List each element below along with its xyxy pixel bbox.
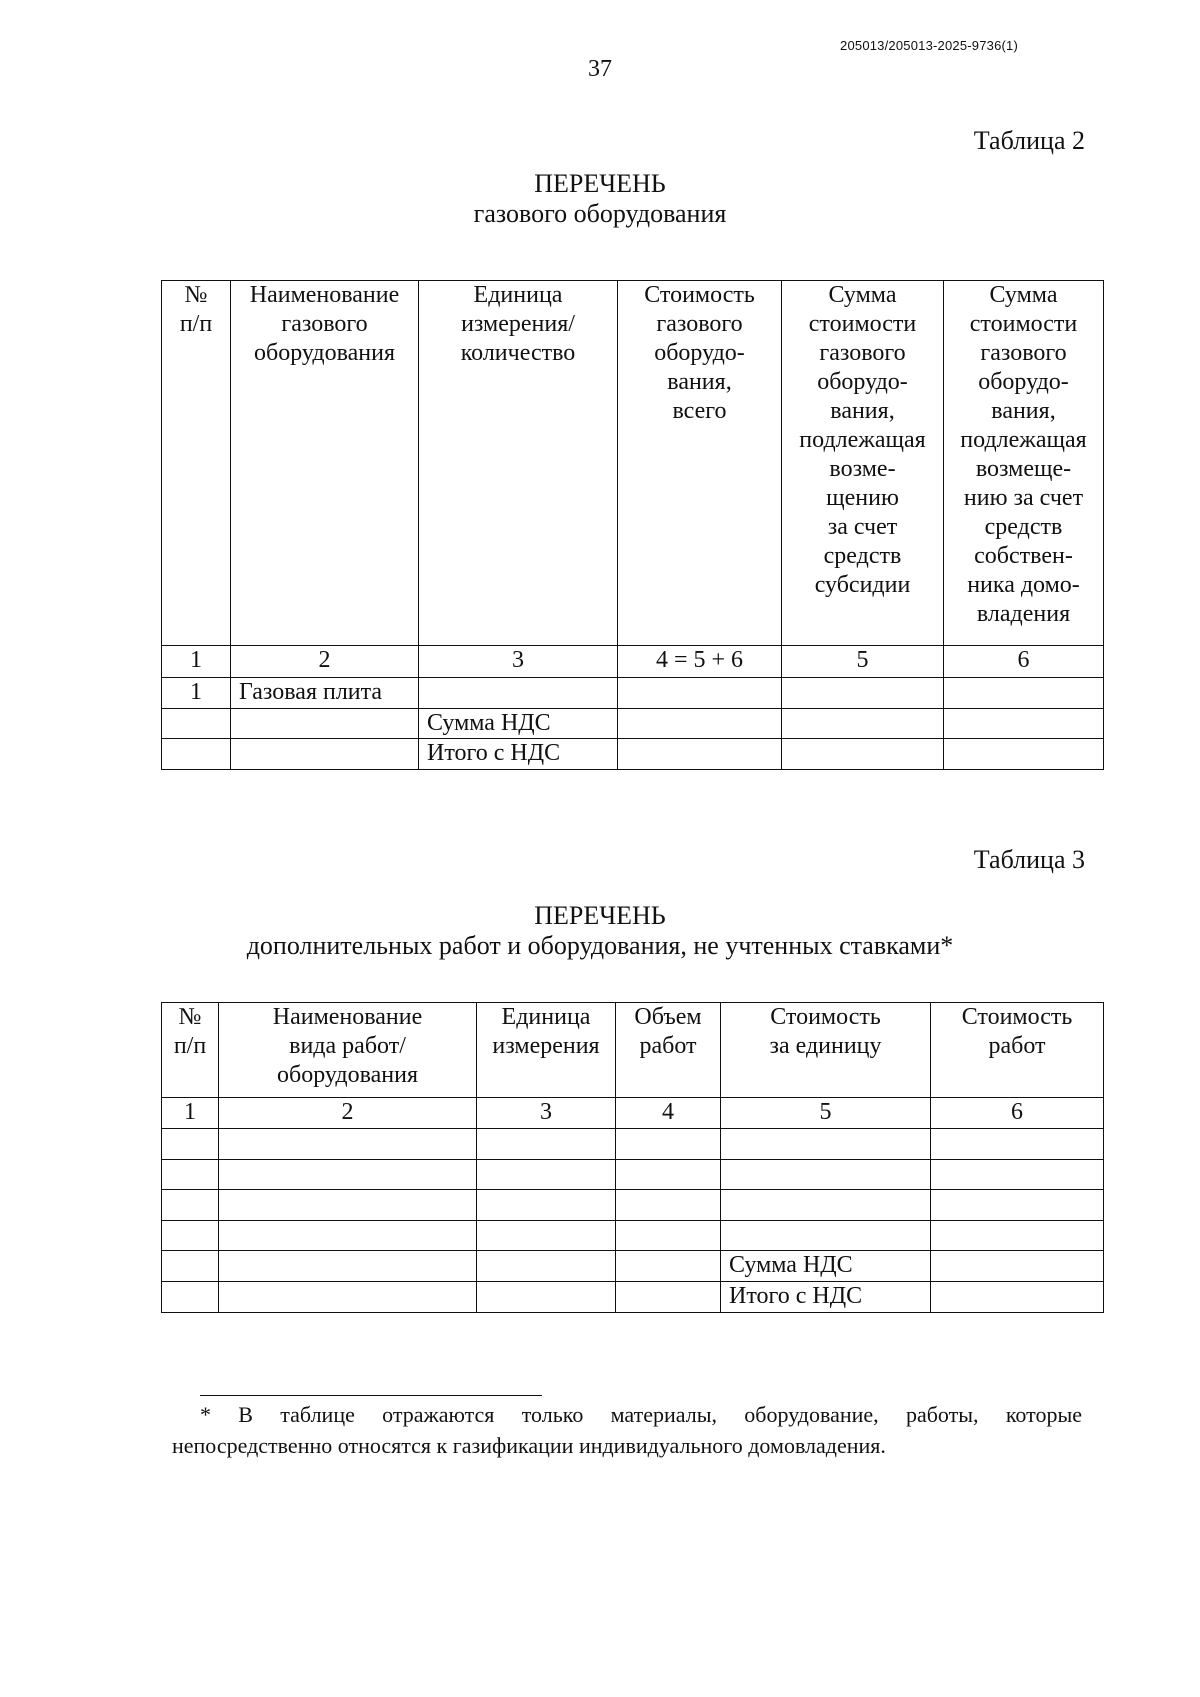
table-cell	[231, 739, 419, 770]
table2-label: Таблица 2	[973, 126, 1085, 155]
table3-col-num: 3	[477, 1098, 616, 1129]
table3	[161, 1002, 1104, 1313]
table3-header-num: № п/п	[162, 1003, 219, 1098]
table2-header-num: № п/п	[162, 281, 231, 646]
table2-col-num: 5	[782, 646, 944, 678]
table-cell	[931, 1282, 1104, 1313]
table2	[161, 280, 1104, 770]
table3-col-num: 6	[931, 1098, 1104, 1129]
table-cell	[618, 739, 782, 770]
table-cell	[162, 709, 231, 739]
table-cell: Газовая плита	[231, 678, 419, 709]
table2-numbering-row	[162, 646, 1104, 678]
table-cell	[944, 709, 1104, 739]
table-cell	[931, 1160, 1104, 1190]
table-cell	[162, 1221, 219, 1251]
table3-label: Таблица 3	[973, 845, 1085, 874]
table-cell: 1	[162, 678, 231, 709]
table2-header-cost-total: Стоимость газового оборудо- вания, всего	[618, 281, 782, 646]
table-row	[162, 739, 1104, 770]
table-cell	[162, 1190, 219, 1221]
table-cell	[477, 1190, 616, 1221]
table-cell	[616, 1221, 721, 1251]
table-cell	[231, 709, 419, 739]
table2-header-name: Наименование газового оборудования	[231, 281, 419, 646]
table-cell	[419, 678, 618, 709]
table-cell	[616, 1129, 721, 1160]
table3-header-unit-cost: Стоимость за единицу	[721, 1003, 931, 1098]
table3-col-num: 5	[721, 1098, 931, 1129]
table-cell: Сумма НДС	[721, 1251, 931, 1282]
table3-subtitle: дополнительных работ и оборудования, не учтенных ставками*	[246, 931, 954, 960]
table-cell	[219, 1129, 477, 1160]
table2-col-num: 2	[231, 646, 419, 678]
table2-title: ПЕРЕЧЕНЬ	[534, 169, 666, 198]
table-cell: Итого с НДС	[419, 739, 618, 770]
table2-header-unit: Единица измерения/ количество	[419, 281, 618, 646]
table3-title: ПЕРЕЧЕНЬ	[534, 901, 666, 930]
table3-col-num: 4	[616, 1098, 721, 1129]
table-row	[162, 678, 1104, 709]
table-cell	[219, 1221, 477, 1251]
table3-header-work-cost: Стоимость работ	[931, 1003, 1104, 1098]
table-cell	[944, 678, 1104, 709]
table-cell	[782, 739, 944, 770]
table-cell	[162, 739, 231, 770]
table-row	[162, 1282, 1104, 1313]
table2-col-num: 4 = 5 + 6	[618, 646, 782, 678]
table-cell	[931, 1129, 1104, 1160]
table-row	[162, 1190, 1104, 1221]
footnote-line-2: непосредственно относятся к газификации индивидуального домовладения.	[172, 1433, 886, 1458]
table-cell	[219, 1160, 477, 1190]
table-cell	[477, 1129, 616, 1160]
table-cell	[721, 1221, 931, 1251]
table-cell	[616, 1251, 721, 1282]
table-cell	[931, 1190, 1104, 1221]
table-row	[162, 1251, 1104, 1282]
table3-col-num: 2	[219, 1098, 477, 1129]
table3-header-unit: Единица измерения	[477, 1003, 616, 1098]
table-cell	[162, 1160, 219, 1190]
table3-header-volume: Объем работ	[616, 1003, 721, 1098]
table-cell	[162, 1282, 219, 1313]
table-cell: Сумма НДС	[419, 709, 618, 739]
table-cell	[219, 1190, 477, 1221]
table-cell	[782, 678, 944, 709]
table-cell	[931, 1221, 1104, 1251]
table-cell	[477, 1160, 616, 1190]
table3-numbering-row	[162, 1098, 1104, 1129]
table-cell	[477, 1221, 616, 1251]
table-cell	[721, 1160, 931, 1190]
table-cell	[219, 1251, 477, 1282]
page-number: 37	[588, 56, 612, 82]
table2-col-num: 6	[944, 646, 1104, 678]
table2-header-owner: Сумма стоимости газового оборудо- вания, подлежащая возмеще- нию за счет средств собствен- ника домо- владения	[944, 281, 1104, 646]
table-row	[162, 1160, 1104, 1190]
table-cell	[618, 678, 782, 709]
table2-col-num: 1	[162, 646, 231, 678]
table-cell: Итого с НДС	[721, 1282, 931, 1313]
table3-header-name: Наименование вида работ/ оборудования	[219, 1003, 477, 1098]
table2-subtitle: газового оборудования	[473, 199, 727, 228]
table2-col-num: 3	[419, 646, 618, 678]
footnote-separator	[200, 1395, 542, 1396]
table-cell	[944, 739, 1104, 770]
table-cell	[616, 1160, 721, 1190]
table3-header-row	[162, 1003, 1104, 1098]
table2-header-subsidy: Сумма стоимости газового оборудо- вания, подлежащая возме- щению за счет средств субсидии	[782, 281, 944, 646]
table-cell	[721, 1129, 931, 1160]
footnote-line-1: * В таблице отражаются только материалы, оборудование, работы, которые	[200, 1402, 1082, 1427]
document-id: 205013/205013-2025-9736(1)	[840, 38, 1018, 53]
table-cell	[477, 1282, 616, 1313]
table-row	[162, 1221, 1104, 1251]
table-cell	[721, 1190, 931, 1221]
footnote	[172, 1399, 1082, 1461]
table2-header-row	[162, 281, 1104, 646]
table-cell	[618, 709, 782, 739]
table-cell	[162, 1129, 219, 1160]
table-cell	[477, 1251, 616, 1282]
table-cell	[616, 1190, 721, 1221]
table-cell	[782, 709, 944, 739]
table-cell	[162, 1251, 219, 1282]
table-cell	[931, 1251, 1104, 1282]
table-cell	[219, 1282, 477, 1313]
table-cell	[616, 1282, 721, 1313]
table-row	[162, 1129, 1104, 1160]
table-row	[162, 709, 1104, 739]
table3-col-num: 1	[162, 1098, 219, 1129]
